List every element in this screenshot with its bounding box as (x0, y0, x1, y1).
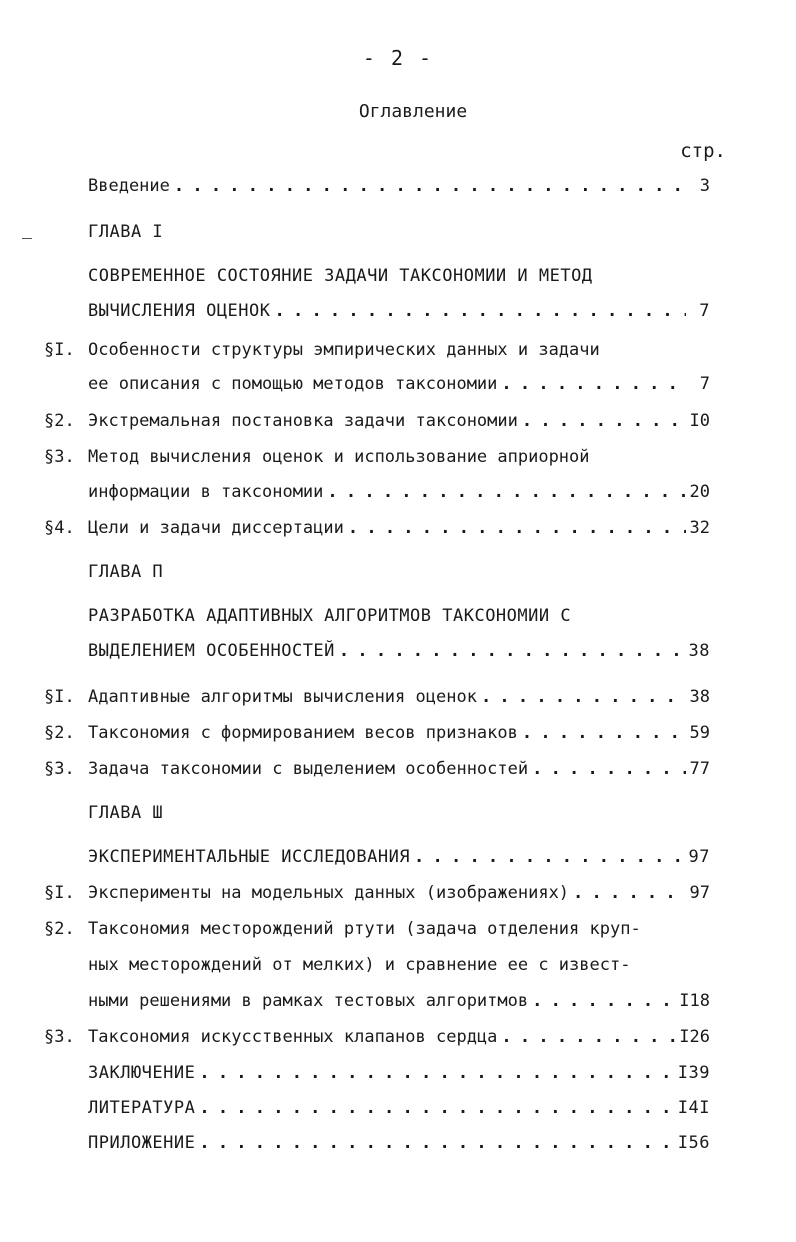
section-number: §2. (44, 919, 75, 939)
toc-entry-ch2-s3[interactable] (88, 758, 710, 780)
entry-page: I18 (679, 991, 710, 1011)
entry-label: Метод вычисления оценок и использование априорной (88, 447, 590, 467)
margin-mark (22, 238, 32, 239)
toc-entry-ch1-s3[interactable] (88, 481, 710, 503)
entry-label: ЗАКЛЮЧЕНИЕ (88, 1063, 196, 1083)
entry-label: ЛИТЕРАТУРА (88, 1098, 196, 1118)
leader-dots (348, 517, 686, 539)
toc-entry-ch1-s2[interactable] (88, 410, 710, 432)
leader-dots (522, 722, 686, 744)
entry-page: 38 (688, 641, 710, 661)
entry-label: информации в таксономии (88, 482, 324, 502)
entry-page: I56 (677, 1133, 710, 1153)
leader-dots (501, 373, 686, 395)
section-number: §3. (44, 447, 75, 467)
toc-entry-ch3-s1[interactable] (88, 882, 710, 904)
entry-page: 7 (699, 301, 710, 321)
entry-label: ВЫДЕЛЕНИЕМ ОСОБЕННОСТЕЙ (88, 641, 335, 661)
entry-page: I26 (679, 1027, 710, 1047)
entry-label: Введение (88, 176, 170, 196)
toc-entry-ch2-s2[interactable] (88, 722, 710, 744)
entry-label: ных месторождений от мелких) и сравнение ее с извест- (88, 955, 631, 975)
entry-page: 97 (689, 883, 710, 903)
entry-page: 59 (689, 723, 710, 743)
toc-entry-chapter1[interactable] (88, 300, 710, 322)
entry-label: Задача таксономии с выделением особенностей (88, 759, 529, 779)
entry-page: I0 (689, 411, 710, 431)
toc-entry-chapter2[interactable] (88, 640, 710, 662)
toc-entry-ch3-s2[interactable] (88, 990, 710, 1012)
toc-entry-literature[interactable] (88, 1097, 710, 1119)
toc-entry-ch1-s4[interactable] (88, 517, 710, 539)
entry-page: 97 (688, 847, 710, 867)
section-number: §I. (44, 687, 75, 707)
chapter-title: РАЗРАБОТКА АДАПТИВНЫХ АЛГОРИТМОВ ТАКСОНОМИИ С (88, 606, 572, 626)
entry-label: Эксперименты на модельных данных (изображениях) (88, 883, 570, 903)
entry-label: ными решениями в рамках тестовых алгоритмов (88, 991, 529, 1011)
page-column-label: стр. (680, 140, 726, 162)
leader-dots (174, 175, 686, 197)
toc-entry-ch2-s1[interactable] (88, 686, 710, 708)
section-number: §2. (44, 411, 75, 431)
toc-entry-intro[interactable] (88, 175, 710, 197)
page-number: - 2 - (362, 46, 434, 70)
toc-entry-conclusion[interactable] (88, 1062, 710, 1084)
leader-dots (339, 640, 685, 662)
entry-page: 77 (689, 759, 710, 779)
toc-entry-appendix[interactable] (88, 1132, 710, 1154)
leader-dots (573, 882, 685, 904)
leader-dots (532, 758, 685, 780)
section-number: §2. (44, 723, 75, 743)
leader-dots (327, 481, 685, 503)
section-number: §3. (44, 1027, 75, 1047)
entry-label: Таксономия искусственных клапанов сердца (88, 1027, 498, 1047)
leader-dots (414, 846, 684, 868)
entry-page: 7 (699, 374, 710, 394)
entry-label: Особенности структуры эмпирических данных и задачи (88, 340, 600, 360)
toc-entry-ch3-s3[interactable] (88, 1026, 710, 1048)
section-number: §I. (44, 883, 75, 903)
entry-page: 32 (689, 518, 710, 538)
section-number: §4. (44, 518, 75, 538)
entry-label: Цели и задачи диссертации (88, 518, 344, 538)
leader-dots (199, 1132, 673, 1154)
entry-label: ПРИЛОЖЕНИЕ (88, 1133, 196, 1153)
entry-label: ЭКСПЕРИМЕНТАЛЬНЫЕ ИССЛЕДОВАНИЯ (88, 847, 411, 867)
entry-label: ВЫЧИСЛЕНИЯ ОЦЕНОК (88, 301, 271, 321)
leader-dots (532, 990, 675, 1012)
entry-label: Таксономия месторождений ртути (задача отделения круп- (88, 919, 641, 939)
chapter-heading: ГЛАВА Ш (88, 803, 164, 823)
leader-dots (275, 300, 687, 322)
leader-dots (501, 1026, 675, 1048)
leader-dots (481, 686, 686, 708)
toc-entry-chapter3[interactable] (88, 846, 710, 868)
section-number: §I. (44, 340, 75, 360)
leader-dots (522, 410, 686, 432)
entry-page: I39 (677, 1063, 710, 1083)
entry-label: Экстремальная постановка задачи таксономии (88, 411, 518, 431)
entry-page: 3 (699, 176, 710, 196)
entry-label: Таксономия с формированием весов признаков (88, 723, 518, 743)
toc-entry-ch1-s1[interactable] (88, 373, 710, 395)
chapter-title: СОВРЕМЕННОЕ СОСТОЯНИЕ ЗАДАЧИ ТАКСОНОМИИ И МЕТОД (88, 266, 593, 286)
entry-label: Адаптивные алгоритмы вычисления оценок (88, 687, 477, 707)
leader-dots (199, 1062, 673, 1084)
toc-title: Оглавление (358, 101, 468, 122)
leader-dots (199, 1097, 673, 1119)
entry-page: I4I (677, 1098, 710, 1118)
chapter-heading: ГЛАВА П (88, 562, 164, 582)
entry-label: ее описания с помощью методов таксономии (88, 374, 498, 394)
entry-page: 20 (689, 482, 710, 502)
chapter-heading: ГЛАВА I (88, 222, 164, 242)
entry-page: 38 (689, 687, 710, 707)
section-number: §3. (44, 759, 75, 779)
